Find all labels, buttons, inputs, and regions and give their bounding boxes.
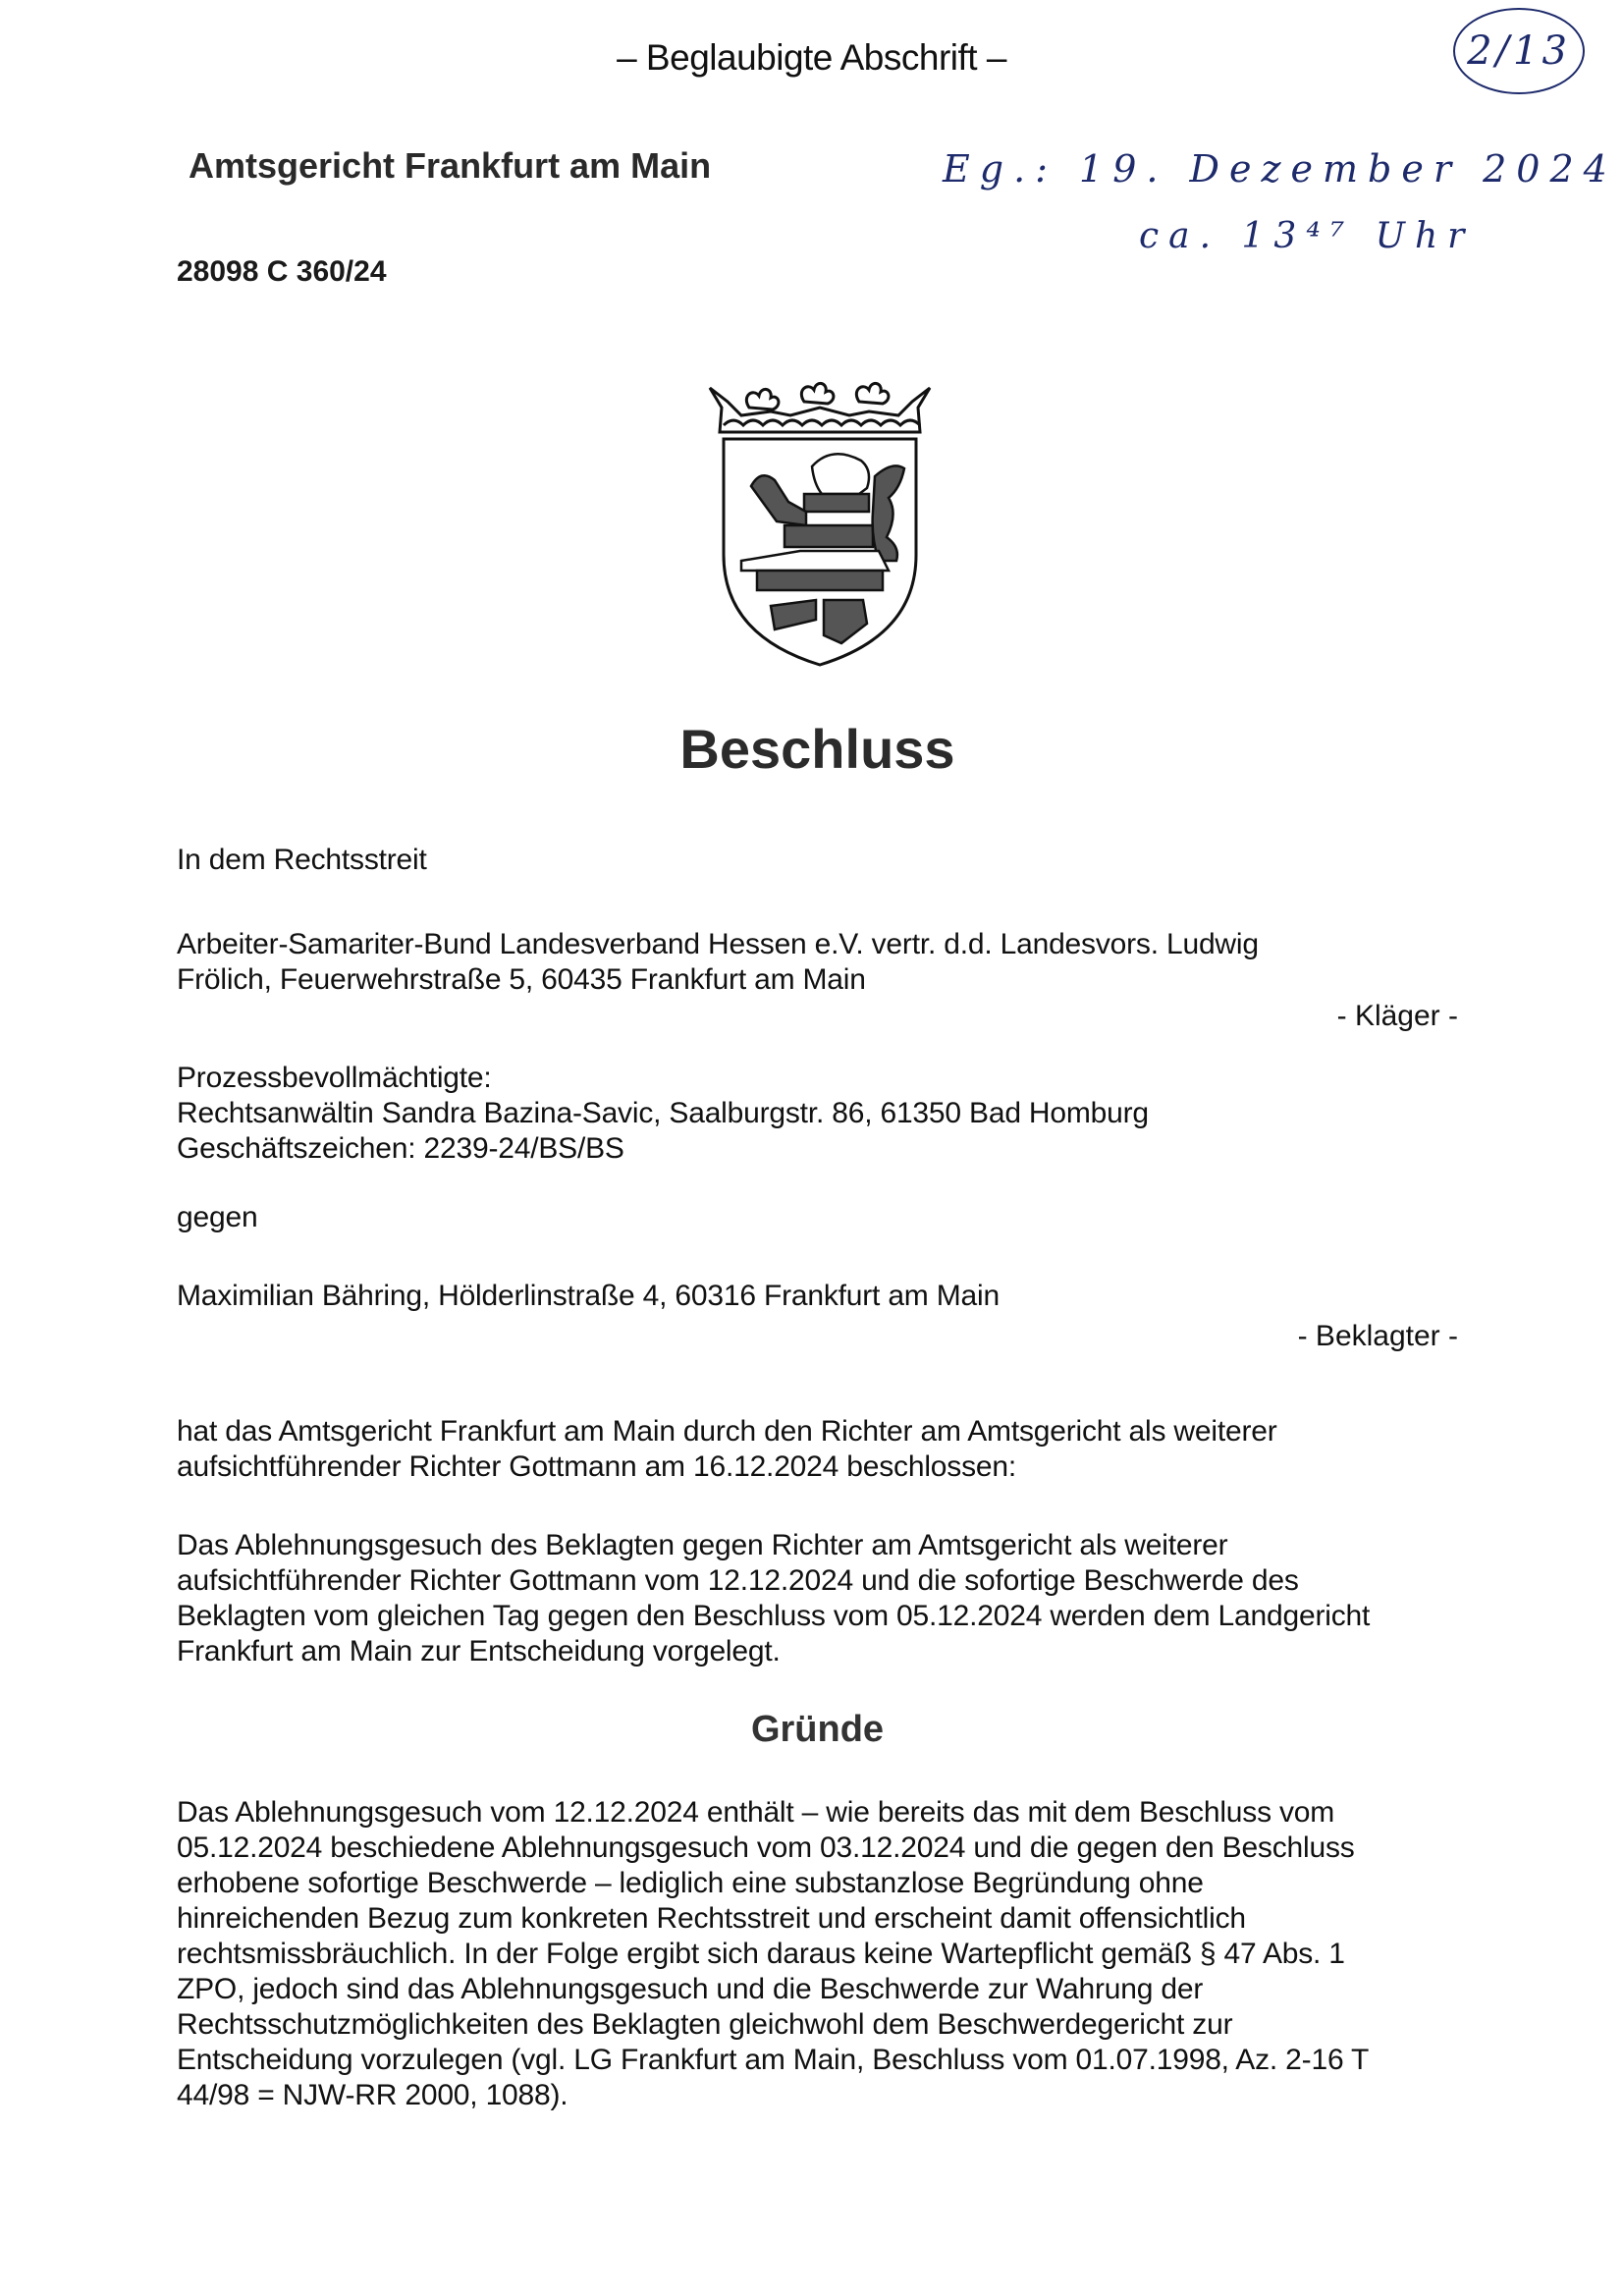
decision-intro: [177, 1414, 1473, 1485]
plaintiff-line: Arbeiter-Samariter-Bund Landesverband Hessen e.V. vertr. d.d. Landesvors. Ludwig: [177, 928, 1259, 960]
crown: [710, 383, 930, 432]
handwritten-page-mark: [1453, 8, 1585, 94]
defendant-role: - Beklagter -: [1297, 1320, 1458, 1352]
reasons-line: 44/98 = NJW-RR 2000, 1088).: [177, 2079, 568, 2111]
certified-copy-title: – Beglaubigte Abschrift –: [617, 37, 1006, 78]
reasons-line: Rechtsschutzmöglichkeiten des Beklagten gleichwohl dem Beschwerdegericht zur: [177, 2008, 1233, 2041]
tenor-line: Beklagten vom gleichen Tag gegen den Beschluss vom 05.12.2024 werden dem Landgericht: [177, 1600, 1371, 1632]
reasons-paragraph: [177, 1795, 1473, 2113]
page-mark-text: 2/13: [1467, 28, 1571, 74]
reasons-line: erhobene sofortige Beschwerde – lediglich eine substanzlose Begründung ohne: [177, 1867, 1204, 1899]
decision-line: hat das Amtsgericht Frankfurt am Main durch den Richter am Amtsgericht als weiterer: [177, 1415, 1277, 1448]
court-name: Amtsgericht Frankfurt am Main: [189, 145, 712, 186]
reasons-heading: Gründe: [750, 1709, 885, 1750]
counsel-line: Geschäftszeichen: 2239-24/BS/BS: [177, 1132, 624, 1165]
tenor-line: aufsichtführender Richter Gottmann vom 12.12.2024 und die sofortige Beschwerde des: [177, 1564, 1299, 1597]
tenor-paragraph: [177, 1528, 1473, 1669]
reasons-line: Entscheidung vorzulegen (vgl. LG Frankfurt am Main, Beschluss vom 01.07.1998, Az. 2-16 T: [177, 2044, 1370, 2076]
defendant-line: Maximilian Bähring, Hölderlinstraße 4, 60316 Frankfurt am Main: [177, 1280, 1000, 1312]
reasons-line: rechtsmissbräuchlich. In der Folge ergibt sich daraus keine Wartepflicht gemäß § 47 Abs. 1: [177, 1938, 1345, 1970]
handwritten-receipt-time: ca. 13⁴⁷ Uhr: [1139, 216, 1475, 256]
plaintiff-role: - Kläger -: [1336, 1000, 1458, 1032]
counsel-block: [177, 1061, 1473, 1167]
case-number: 28098 C 360/24: [177, 255, 387, 288]
versus-text: gegen: [177, 1201, 258, 1233]
decision-line: aufsichtführender Richter Gottmann am 16.12.2024 beschlossen:: [177, 1450, 1016, 1483]
document-title: Beschluss: [679, 718, 955, 780]
plaintiff-block: [177, 927, 1473, 998]
counsel-label: Prozessbevollmächtigte:: [177, 1062, 492, 1094]
reasons-line: 05.12.2024 beschiedene Ablehnungsgesuch vom 03.12.2024 und die gegen den Beschluss: [177, 1831, 1355, 1864]
reasons-line: Das Ablehnungsgesuch vom 12.12.2024 enthält – wie bereits das mit dem Beschluss vom: [177, 1796, 1335, 1829]
counsel-line: Rechtsanwältin Sandra Bazina-Savic, Saalburgstr. 86, 61350 Bad Homburg: [177, 1097, 1149, 1129]
reasons-line: ZPO, jedoch sind das Ablehnungsgesuch und die Beschwerde zur Wahrung der: [177, 1973, 1204, 2005]
intro-text: In dem Rechtsstreit: [177, 844, 427, 876]
tenor-line: Frankfurt am Main zur Entscheidung vorgelegt.: [177, 1635, 781, 1667]
coat-of-arms-icon: [702, 378, 938, 673]
tenor-line: Das Ablehnungsgesuch des Beklagten gegen Richter am Amtsgericht als weiterer: [177, 1529, 1228, 1561]
reasons-line: hinreichenden Bezug zum konkreten Rechtsstreit und erscheint damit offensichtlich: [177, 1902, 1246, 1935]
plaintiff-line: Frölich, Feuerwehrstraße 5, 60435 Frankfurt am Main: [177, 963, 866, 996]
handwritten-receipt-date: Eg.: 19. Dezember 2024: [943, 147, 1617, 191]
